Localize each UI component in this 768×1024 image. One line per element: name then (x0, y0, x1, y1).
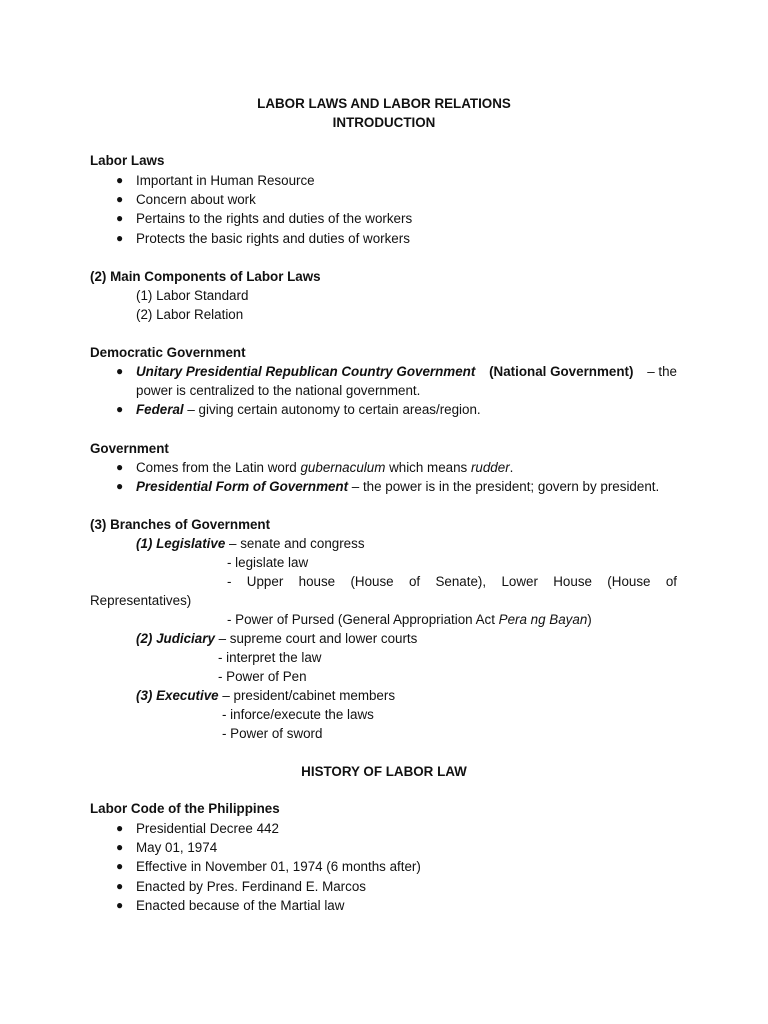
branch-detail: - legislate law (227, 555, 309, 570)
list-item: (1) Labor Standard (136, 288, 249, 303)
text-run: which means (385, 460, 471, 475)
term-executive: (3) Executive (136, 688, 219, 703)
branch-detail: - Upper house (House of Senate), Lower House (House of (227, 574, 677, 589)
branch-executive (136, 686, 395, 705)
list-item: Protects the basic rights and duties of workers (136, 231, 410, 246)
list-item: Effective in November 01, 1974 (6 months after) (136, 859, 421, 874)
bullet-icon: ● (116, 479, 124, 493)
list-item: Presidential Decree 442 (136, 821, 279, 836)
page-title: LABOR LAWS AND LABOR RELATIONS (257, 96, 511, 111)
branch-detail (227, 610, 592, 629)
text-run: – president/cabinet members (218, 688, 396, 703)
section-heading-history: HISTORY OF LABOR LAW (301, 764, 467, 779)
term-national-government: (National Government) (489, 364, 634, 379)
list-item (136, 458, 513, 477)
latin-word: gubernaculum (300, 460, 386, 475)
dash-text: – the (647, 364, 677, 379)
bullet-icon: ● (116, 173, 124, 187)
list-item (136, 362, 677, 381)
text-run: ) (587, 612, 592, 627)
section-heading-government: Government (90, 441, 169, 456)
term-legislative: (1) Legislative (136, 536, 226, 551)
bullet-icon: ● (116, 211, 124, 225)
list-item: Important in Human Resource (136, 173, 315, 188)
bullet-icon: ● (116, 840, 124, 854)
term-unitary: Unitary Presidential Republican Country Government (136, 364, 476, 379)
federal-text: – giving certain autonomy to certain areas/region. (183, 402, 481, 417)
text-run: - Power of Pursed (General Appropriation Act (227, 612, 499, 627)
section-heading-labor-laws: Labor Laws (90, 153, 165, 168)
italic-term: Pera ng Bayan (498, 612, 588, 627)
bullet-icon: ● (116, 402, 124, 416)
bullet-icon: ● (116, 192, 124, 206)
branch-judiciary (136, 629, 417, 648)
list-item: May 01, 1974 (136, 840, 218, 855)
subheading-labor-code: Labor Code of the Philippines (90, 801, 280, 816)
section-heading-democratic: Democratic Government (90, 345, 246, 360)
text-run: – senate and congress (225, 536, 365, 551)
list-item: Concern about work (136, 192, 256, 207)
section-heading-components: (2) Main Components of Labor Laws (90, 269, 321, 284)
text-run: – the power is in the president; govern by president. (348, 479, 660, 494)
list-item (136, 400, 481, 419)
branch-detail: - Power of sword (222, 726, 323, 741)
translation-word: rudder (470, 460, 510, 475)
list-item: Enacted by Pres. Ferdinand E. Marcos (136, 879, 366, 894)
text-run: Comes from the Latin word (136, 460, 301, 475)
bullet-icon: ● (116, 231, 124, 245)
branch-legislative (136, 534, 365, 553)
list-item-continuation: power is centralized to the national government. (136, 383, 421, 398)
bullet-icon: ● (116, 460, 124, 474)
term-judiciary: (2) Judiciary (136, 631, 215, 646)
list-item: Enacted because of the Martial law (136, 898, 345, 913)
bullet-icon: ● (116, 898, 124, 912)
page-subtitle: INTRODUCTION (332, 115, 436, 130)
list-item: (2) Labor Relation (136, 307, 244, 322)
branch-detail: - Power of Pen (218, 669, 307, 684)
branch-detail: - inforce/execute the laws (222, 707, 374, 722)
text-run: . (509, 460, 514, 475)
bullet-icon: ● (116, 821, 124, 835)
term-federal: Federal (136, 402, 184, 417)
list-item: Pertains to the rights and duties of the workers (136, 211, 413, 226)
bullet-icon: ● (116, 879, 124, 893)
branch-detail: - interpret the law (218, 650, 322, 665)
section-heading-branches: (3) Branches of Government (90, 517, 271, 532)
text-run: – supreme court and lower courts (214, 631, 418, 646)
list-item (136, 477, 659, 496)
bullet-icon: ● (116, 859, 124, 873)
term-presidential: Presidential Form of Government (136, 479, 349, 494)
bullet-icon: ● (116, 364, 124, 378)
branch-detail-continuation: Representatives) (90, 593, 192, 608)
